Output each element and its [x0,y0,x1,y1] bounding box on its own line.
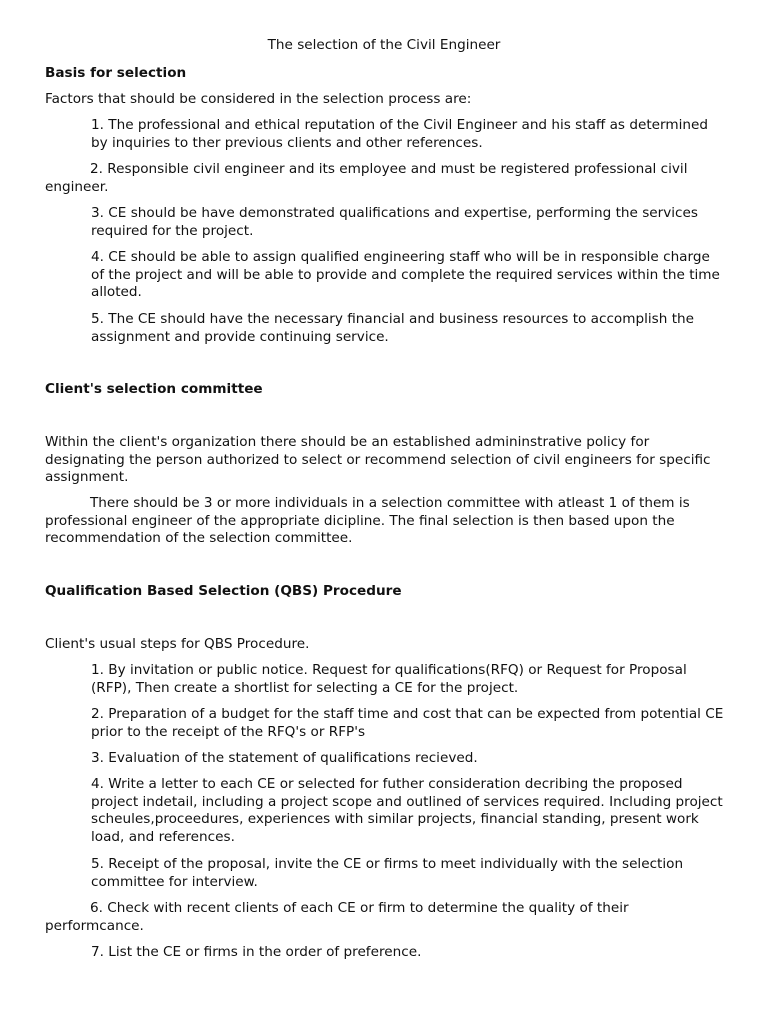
qbs-step-3: 3. Evaluation of the statement of qualifications recieved. [91,750,478,766]
document-title: The selection of the Civil Engineer [267,37,501,53]
section-heading-qbs: Qualification Based Selection (QBS) Procedure [45,583,402,599]
committee-paragraph-1: Within the client's organization there should be an established admininstrative policy for designating the person authorized to select or recommend selection of civil engineers for specific assignment. [45,434,711,486]
qbs-step-5: 5. Receipt of the proposal, invite the CE or firms to meet individually with the selection committee for interview. [91,856,684,890]
qbs-step-1: 1. By invitation or public notice. Request for qualifications(RFQ) or Request for Proposal (RFP), Then create a shortlist for selecting a CE for the project. [91,662,687,696]
qbs-step-4: 4. Write a letter to each CE or selected for futher consideration decribing the proposed project indetail, including a project scope and outlined of services required. Including project scheules,proceedures, experiences with similar projects, financial standing, present work load, and references. [91,776,723,845]
qbs-step-6: 6. Check with recent clients of each CE or firm to determine the quality of their performcance. [45,900,629,934]
basis-intro: Factors that should be considered in the selection process are: [45,91,472,107]
basis-item-3: 3. CE should be have demonstrated qualifications and expertise, performing the services required for the project. [91,205,698,239]
qbs-intro: Client's usual steps for QBS Procedure. [45,636,310,652]
basis-item-2: 2. Responsible civil engineer and its employee and must be registered professional civil engineer. [45,161,688,195]
qbs-step-7: 7. List the CE or firms in the order of preference. [91,944,422,960]
committee-paragraph-2: There should be 3 or more individuals in a selection committee with atleast 1 of them is professional engineer of the appropriate dicipline. The final selection is then based upon the recommendation of the selection committee. [45,495,690,547]
basis-item-4: 4. CE should be able to assign qualified engineering staff who will be in responsible charge of the project and will be able to provide and complete the required services within the time alloted. [91,249,720,301]
basis-item-5: 5. The CE should have the necessary financial and business resources to accomplish the assignment and provide continuing service. [91,311,695,345]
section-heading-committee: Client's selection committee [45,381,263,397]
qbs-step-2: 2. Preparation of a budget for the staff time and cost that can be expected from potential CE prior to the receipt of the RFQ's or RFP's [91,706,724,740]
section-heading-basis: Basis for selection [45,65,187,81]
basis-item-1: 1. The professional and ethical reputation of the Civil Engineer and his staff as determined by inquiries to ther previous clients and other references. [91,117,709,151]
